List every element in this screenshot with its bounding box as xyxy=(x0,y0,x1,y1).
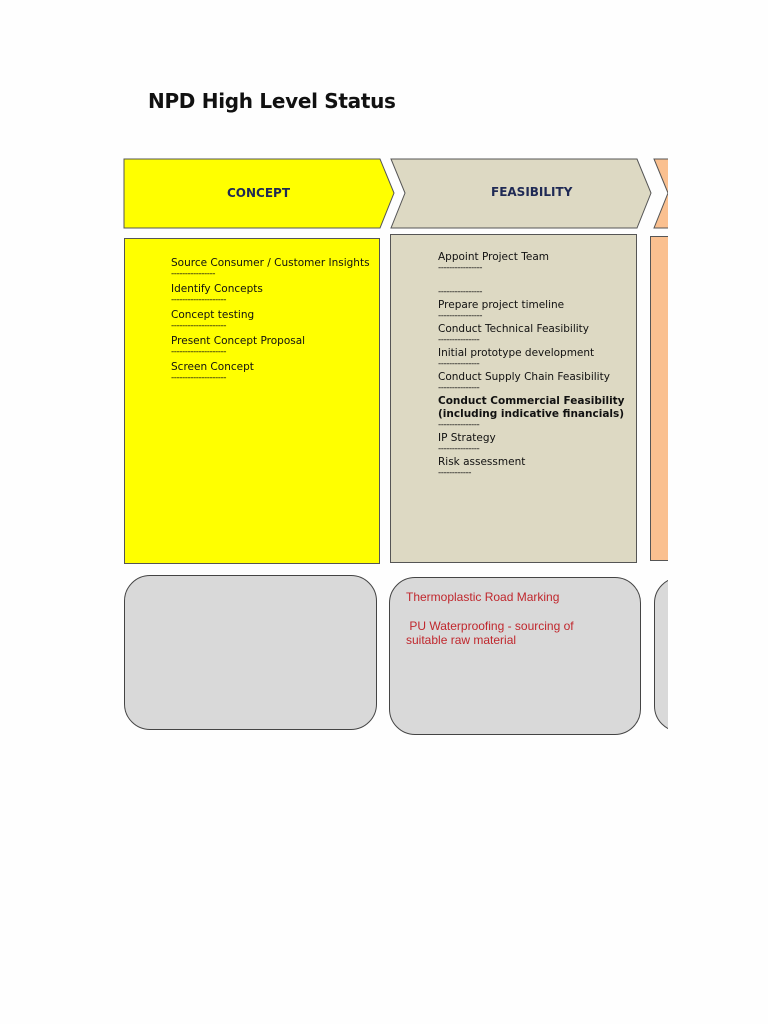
project-note-1: Thermoplastic Road Marking xyxy=(406,590,560,604)
activity-separator: ---------------- xyxy=(438,311,482,321)
activity-item: Appoint Project Team xyxy=(438,251,549,263)
activity-separator: ---------------- xyxy=(438,287,482,297)
next-stage-projects-box xyxy=(654,577,668,732)
concept-projects-box xyxy=(124,575,377,730)
activity-separator: ---------------- xyxy=(438,263,482,273)
activity-item: (including indicative financials) xyxy=(438,408,625,420)
activity-item: Screen Concept xyxy=(171,361,254,373)
activity-separator: -------------------- xyxy=(171,373,226,383)
activity-item: Risk assessment xyxy=(438,456,526,468)
stage-label-concept: CONCEPT xyxy=(227,186,291,200)
activity-item: Identify Concepts xyxy=(171,283,263,295)
activity-item: Source Consumer / Customer Insights xyxy=(171,257,370,269)
activity-separator: --------------- xyxy=(438,420,480,430)
activity-separator: ---------------- xyxy=(171,269,215,279)
activity-item: IP Strategy xyxy=(438,432,496,444)
activity-item: Concept testing xyxy=(171,309,255,321)
activity-separator: -------------------- xyxy=(171,295,226,305)
activity-separator: -------------------- xyxy=(171,321,226,331)
stage-label-feasibility: FEASIBILITY xyxy=(491,185,573,199)
activity-item: Conduct Commercial Feasibility xyxy=(438,395,625,407)
feasibility-activity-list xyxy=(438,251,625,480)
next-stage-activities-box xyxy=(650,236,668,561)
activity-separator: --------------- xyxy=(438,383,480,393)
activity-item: Conduct Supply Chain Feasibility xyxy=(438,371,610,383)
activity-item: Prepare project timeline xyxy=(438,299,565,311)
project-note-2: PU Waterproofing - sourcing of xyxy=(406,619,574,633)
page-title: NPD High Level Status xyxy=(148,89,396,113)
activity-separator: -------------------- xyxy=(171,347,226,357)
concept-activity-list xyxy=(171,257,370,387)
activity-separator: --------------- xyxy=(438,359,480,369)
activity-item: Conduct Technical Feasibility xyxy=(438,323,590,335)
activity-separator: --------------- xyxy=(438,444,480,454)
stage-arrow-next xyxy=(654,159,668,228)
activity-separator: ------------ xyxy=(438,468,471,478)
activity-item: Initial prototype development xyxy=(438,347,595,359)
activity-item: Present Concept Proposal xyxy=(171,335,306,347)
activity-separator: --------------- xyxy=(438,335,480,345)
project-note-3: suitable raw material xyxy=(406,633,517,647)
